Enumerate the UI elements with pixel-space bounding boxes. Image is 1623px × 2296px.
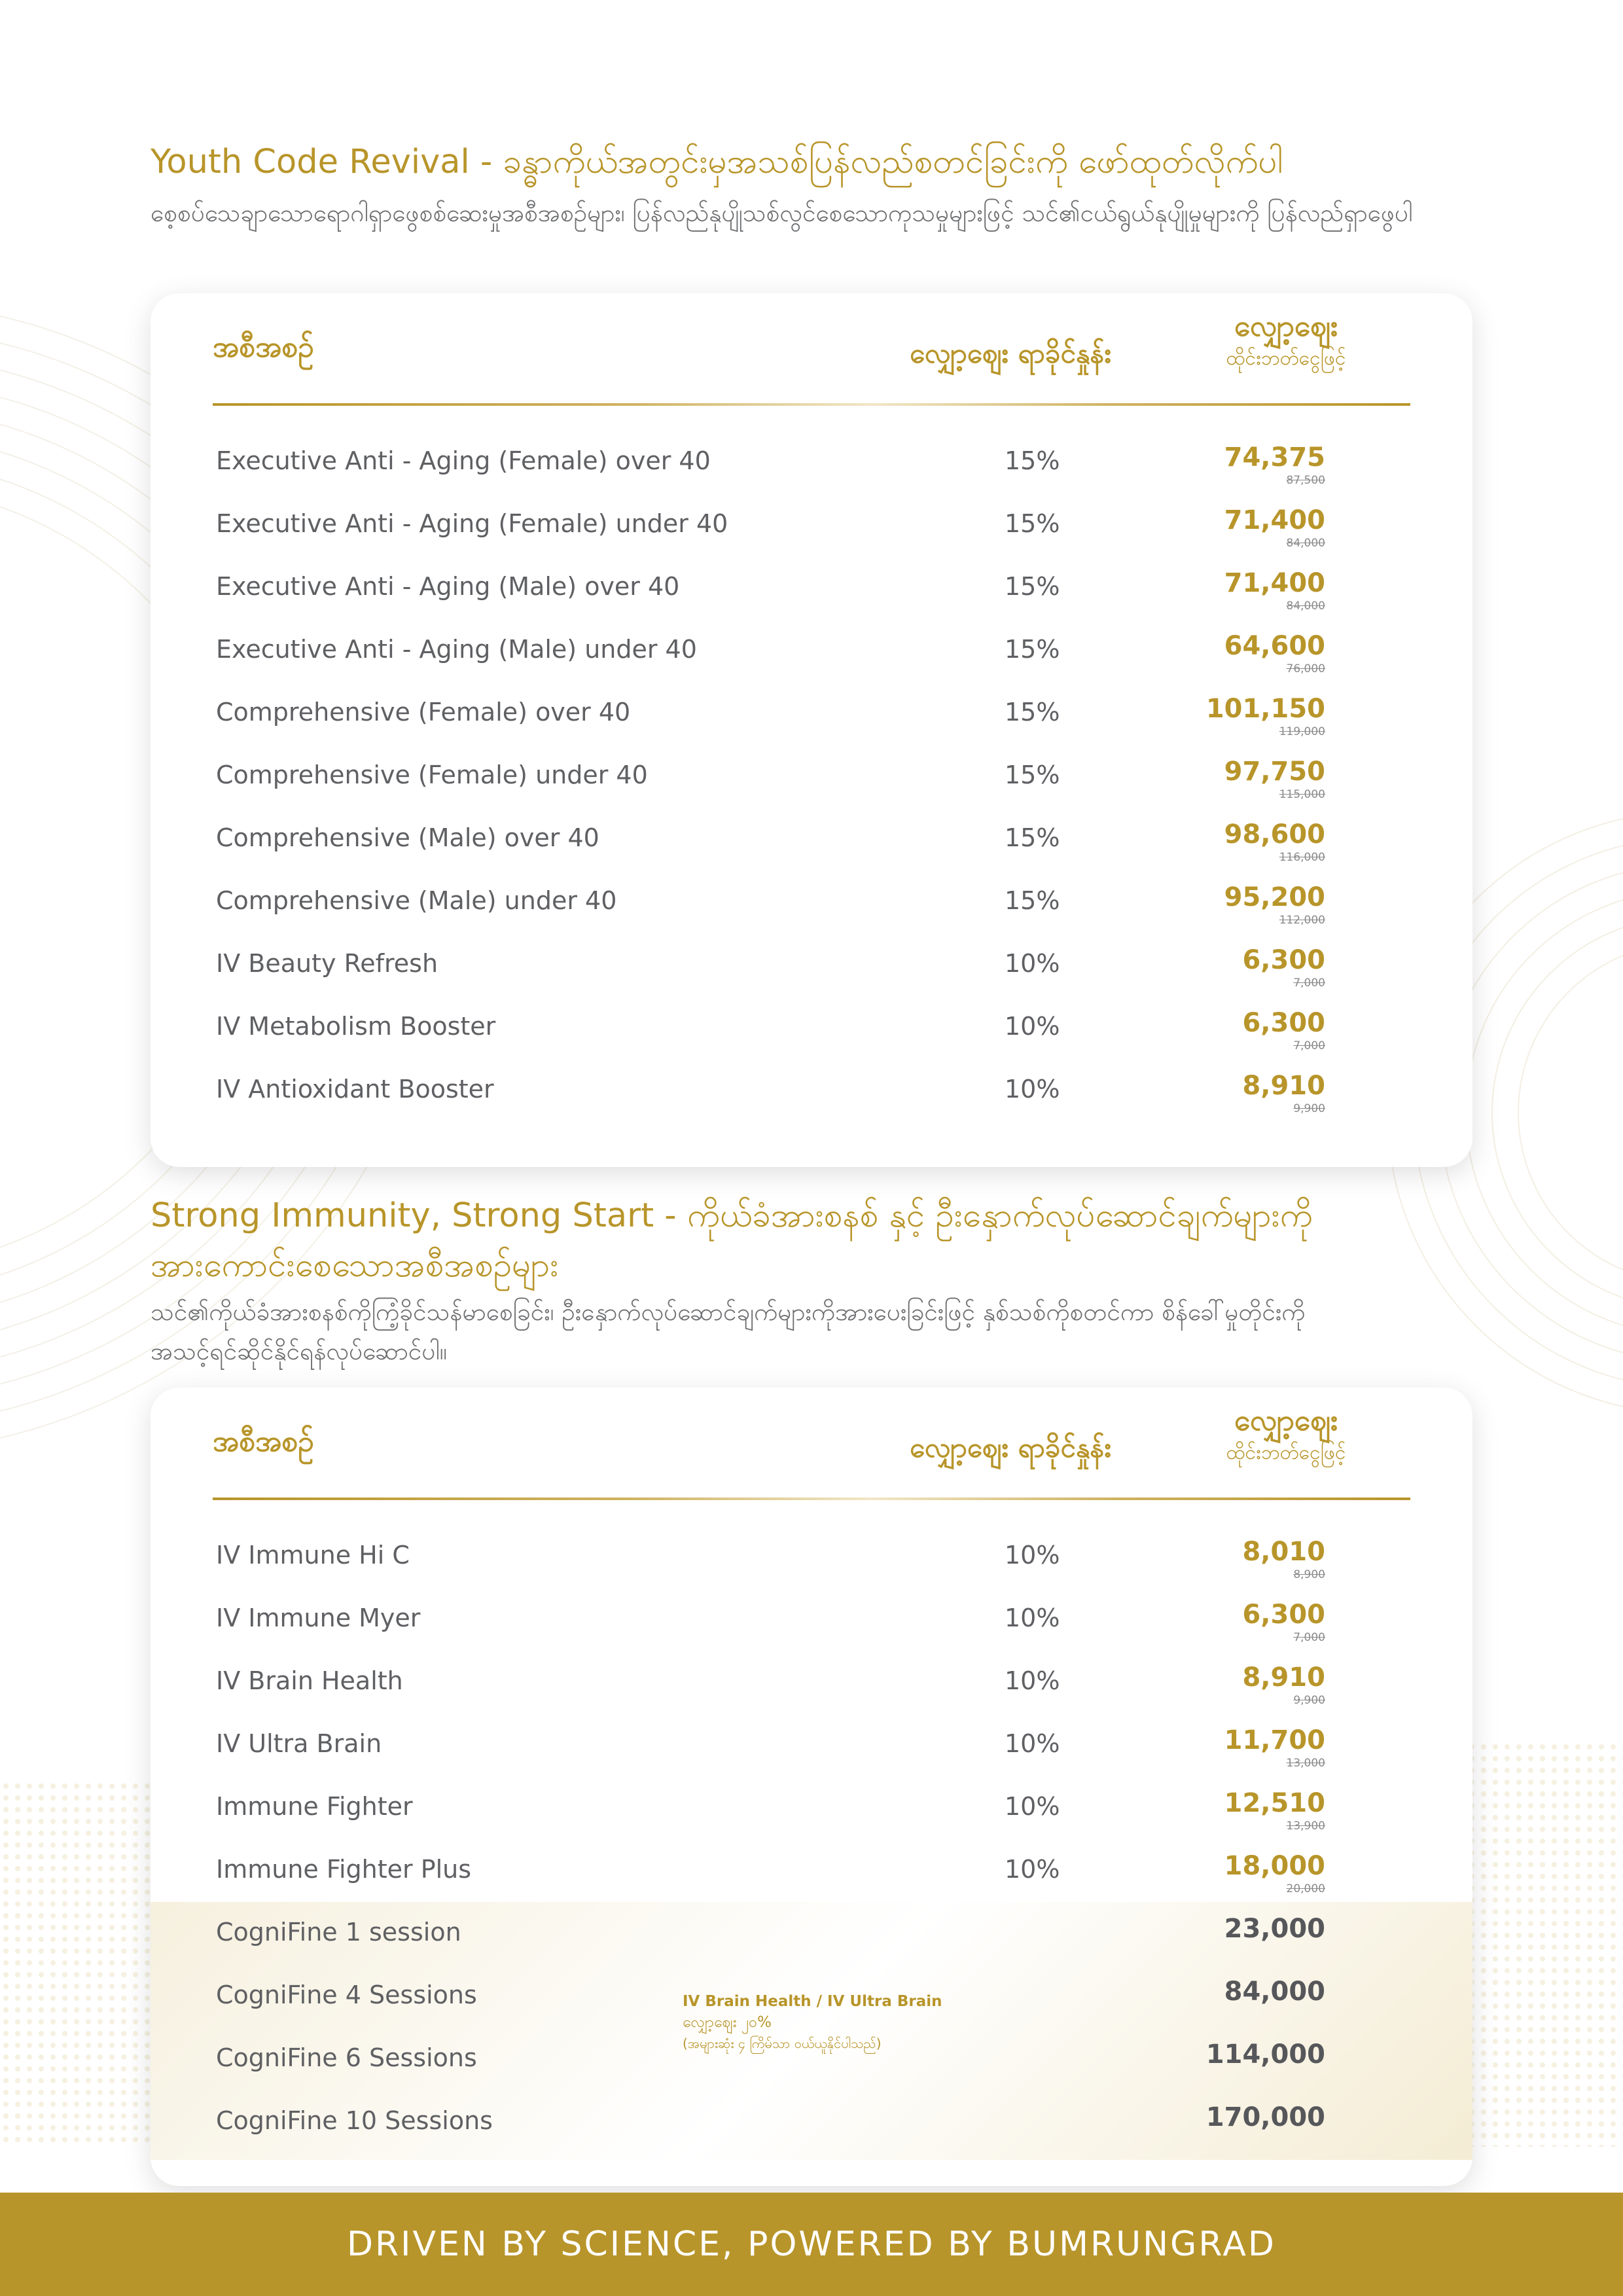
package-name: Immune Fighter Plus xyxy=(216,1855,472,1884)
discount-value: 10% xyxy=(1005,1855,1060,1884)
original-price: 76,000 xyxy=(1286,662,1325,675)
header-discount: လျှော့ဈေး ရာခိုင်နှုန်း xyxy=(910,337,1111,369)
discounted-price: 71,400 xyxy=(1224,505,1325,535)
table-row xyxy=(151,808,1472,870)
package-name: CogniFine 1 session xyxy=(216,1918,461,1946)
discount-value: 15% xyxy=(1005,635,1060,664)
cognifine-section xyxy=(151,1902,1472,2160)
table-row xyxy=(151,933,1472,996)
discount-value: 10% xyxy=(1005,1792,1060,1821)
discounted-price: 97,750 xyxy=(1224,757,1325,787)
header-price-label: လျှော့ဈေး xyxy=(1234,310,1338,343)
original-price: 13,900 xyxy=(1286,1820,1325,1833)
original-price: 7,000 xyxy=(1293,977,1325,990)
discount-value: 15% xyxy=(1005,509,1060,538)
discount-value: 15% xyxy=(1005,886,1060,915)
package-name: Comprehensive (Female) under 40 xyxy=(216,761,648,789)
discount-value: 10% xyxy=(1005,1729,1060,1758)
package-name: Executive Anti - Aging (Female) over 40 xyxy=(216,446,711,475)
section2-title-line1: Strong Immunity, Strong Start - ကိုယ်ခံအားစနစ် နှင့် ဦးနှောက်လုပ်ဆောင်ချက်များကို xyxy=(151,1196,1313,1235)
original-price: 116,000 xyxy=(1279,851,1325,864)
header-price xyxy=(1211,308,1361,372)
section2-description-line1: သင်၏ကိုယ်ခံအားစနစ်ကိုကြံ့ခိုင်သန်မာစေခြင်း၊ ဦးနှောက်လုပ်ဆောင်ချက်များကိုအားပေးခြင်းဖြင့် နှစ်သစ်ကိုစတင်ကာ စိန်ခေါ်မှုတိုင်းကို xyxy=(151,1298,1306,1326)
original-price: 87,500 xyxy=(1286,474,1325,487)
original-price: 13,000 xyxy=(1286,1757,1325,1770)
discounted-price: 64,600 xyxy=(1224,631,1325,661)
discounted-price: 74,375 xyxy=(1224,442,1325,473)
table-row xyxy=(151,745,1472,808)
package-name: Executive Anti - Aging (Male) over 40 xyxy=(216,572,680,601)
package-name: Comprehensive (Male) over 40 xyxy=(216,823,599,852)
discount-value: 10% xyxy=(1005,1012,1060,1041)
table-row xyxy=(151,1651,1472,1713)
table-row xyxy=(151,493,1472,556)
discount-value: 10% xyxy=(1005,1666,1060,1695)
section2-title xyxy=(151,1191,1459,1291)
table-row xyxy=(151,1839,1472,1902)
package-name: IV Brain Health xyxy=(216,1666,403,1695)
table-row xyxy=(151,1525,1472,1588)
discounted-price: 101,150 xyxy=(1205,694,1325,724)
discounted-price: 18,000 xyxy=(1224,1851,1325,1881)
package-price: 84,000 xyxy=(1224,1977,1325,2007)
discounted-price: 71,400 xyxy=(1224,568,1325,598)
discount-value: 10% xyxy=(1005,1075,1060,1103)
table-row xyxy=(151,556,1472,619)
original-price: 112,000 xyxy=(1279,914,1325,927)
discounted-price: 6,300 xyxy=(1242,945,1325,975)
section2-description-line2: အသင့်ရင်ဆိုင်နိုင်ရန်လုပ်ဆောင်ပါ။ xyxy=(151,1337,447,1365)
package-name: IV Ultra Brain xyxy=(216,1729,382,1758)
header-price xyxy=(1211,1402,1361,1466)
package-name: Comprehensive (Female) over 40 xyxy=(216,698,631,726)
original-price: 7,000 xyxy=(1293,1631,1325,1644)
header-package: အစီအစဉ် xyxy=(213,1425,314,1458)
promo-note-title: IV Brain Health / IV Ultra Brain xyxy=(683,1993,942,2010)
discount-value: 10% xyxy=(1005,1541,1060,1570)
table-row xyxy=(151,682,1472,745)
package-name: CogniFine 4 Sessions xyxy=(216,1981,477,2009)
section1-title: Youth Code Revival - ခန္ဓာကိုယ်အတွင်းမှအသစ်ပြန်လည်စတင်ခြင်းကို ဖော်ထုတ်လိုက်ပါ xyxy=(151,143,1283,181)
discounted-price: 6,300 xyxy=(1242,1600,1325,1630)
section1-price-table xyxy=(151,293,1472,1167)
original-price: 9,900 xyxy=(1293,1694,1325,1707)
package-name: CogniFine 10 Sessions xyxy=(216,2106,493,2135)
table-row xyxy=(151,619,1472,682)
package-name: IV Immune Hi C xyxy=(216,1541,410,1570)
discount-value: 15% xyxy=(1005,446,1060,475)
discount-value: 10% xyxy=(1005,1604,1060,1632)
table-row xyxy=(151,1902,1472,1965)
package-name: IV Beauty Refresh xyxy=(216,949,438,978)
package-price: 170,000 xyxy=(1205,2102,1325,2132)
original-price: 8,900 xyxy=(1293,1568,1325,1581)
section2-title-line2: အားကောင်းစေသောအစီအစဉ်များ xyxy=(151,1246,559,1285)
discounted-price: 8,910 xyxy=(1242,1662,1325,1693)
discounted-price: 95,200 xyxy=(1224,882,1325,912)
cognifine-promo-note xyxy=(683,1991,942,2054)
header-package: အစီအစဉ် xyxy=(213,331,314,364)
table-row xyxy=(151,1713,1472,1776)
package-price: 114,000 xyxy=(1205,2039,1325,2070)
package-name: IV Antioxidant Booster xyxy=(216,1075,494,1103)
package-name: IV Metabolism Booster xyxy=(216,1012,496,1041)
table-header xyxy=(151,1388,1472,1499)
table-body xyxy=(151,404,1472,1122)
footer-banner xyxy=(0,2193,1623,2296)
table-row xyxy=(151,1588,1472,1651)
header-currency-label: ထိုင်းဘတ်ငွေဖြင့် xyxy=(1226,1441,1346,1464)
table-row xyxy=(151,1776,1472,1839)
package-name: Immune Fighter xyxy=(216,1792,413,1821)
discounted-price: 8,910 xyxy=(1242,1071,1325,1101)
package-price: 23,000 xyxy=(1224,1914,1325,1944)
original-price: 119,000 xyxy=(1279,725,1325,738)
package-name: Executive Anti - Aging (Female) under 40 xyxy=(216,509,728,538)
table-header xyxy=(151,293,1472,404)
promo-note-discount: လျှော့ဈေး ၂၀% xyxy=(683,2014,772,2031)
package-name: IV Immune Myer xyxy=(216,1604,421,1632)
table-body xyxy=(151,1499,1472,1902)
discounted-price: 12,510 xyxy=(1224,1788,1325,1818)
original-price: 84,000 xyxy=(1286,537,1325,550)
discount-value: 15% xyxy=(1005,761,1060,789)
section2-description xyxy=(151,1293,1459,1371)
discounted-price: 11,700 xyxy=(1224,1725,1325,1755)
table-row xyxy=(151,996,1472,1059)
footer-tagline: DRIVEN BY SCIENCE, POWERED BY BUMRUNGRAD xyxy=(347,2225,1276,2264)
discount-value: 15% xyxy=(1005,698,1060,726)
package-name: Comprehensive (Male) under 40 xyxy=(216,886,617,915)
original-price: 9,900 xyxy=(1293,1102,1325,1115)
discount-value: 15% xyxy=(1005,572,1060,601)
discount-value: 10% xyxy=(1005,949,1060,978)
table-row xyxy=(151,1059,1472,1122)
package-name: CogniFine 6 Sessions xyxy=(216,2043,477,2072)
original-price: 20,000 xyxy=(1286,1882,1325,1895)
original-price: 115,000 xyxy=(1279,788,1325,801)
discounted-price: 6,300 xyxy=(1242,1008,1325,1038)
table-row xyxy=(151,870,1472,933)
table-row xyxy=(151,431,1472,493)
header-currency-label: ထိုင်းဘတ်ငွေဖြင့် xyxy=(1226,347,1346,370)
section1-description: စေ့စပ်သေချာသောရောဂါရှာဖွေစစ်ဆေးမှုအစီအစဉ်များ၊ ပြန်လည်နုပျိုသစ်လွင်စေသောကုသမှုများဖြင့် သင်၏ငယ်ရွယ်နုပျိုမှုများကို ပြန်လည်ရှာဖွေပါ xyxy=(151,199,1413,227)
header-discount: လျှော့ဈေး ရာခိုင်နှုန်း xyxy=(910,1431,1111,1463)
section2-price-table xyxy=(151,1388,1472,2186)
package-name: Executive Anti - Aging (Male) under 40 xyxy=(216,635,697,664)
original-price: 7,000 xyxy=(1293,1039,1325,1052)
discounted-price: 98,600 xyxy=(1224,819,1325,850)
table-row xyxy=(151,2090,1472,2153)
header-price-label: လျှော့ဈေး xyxy=(1234,1404,1338,1437)
discounted-price: 8,010 xyxy=(1242,1537,1325,1567)
original-price: 84,000 xyxy=(1286,600,1325,613)
promo-note-limit: (အများဆုံး ၄ ကြိမ်သာ ဝယ်ယူနိုင်ပါသည်) xyxy=(683,2036,882,2051)
discount-value: 15% xyxy=(1005,823,1060,852)
